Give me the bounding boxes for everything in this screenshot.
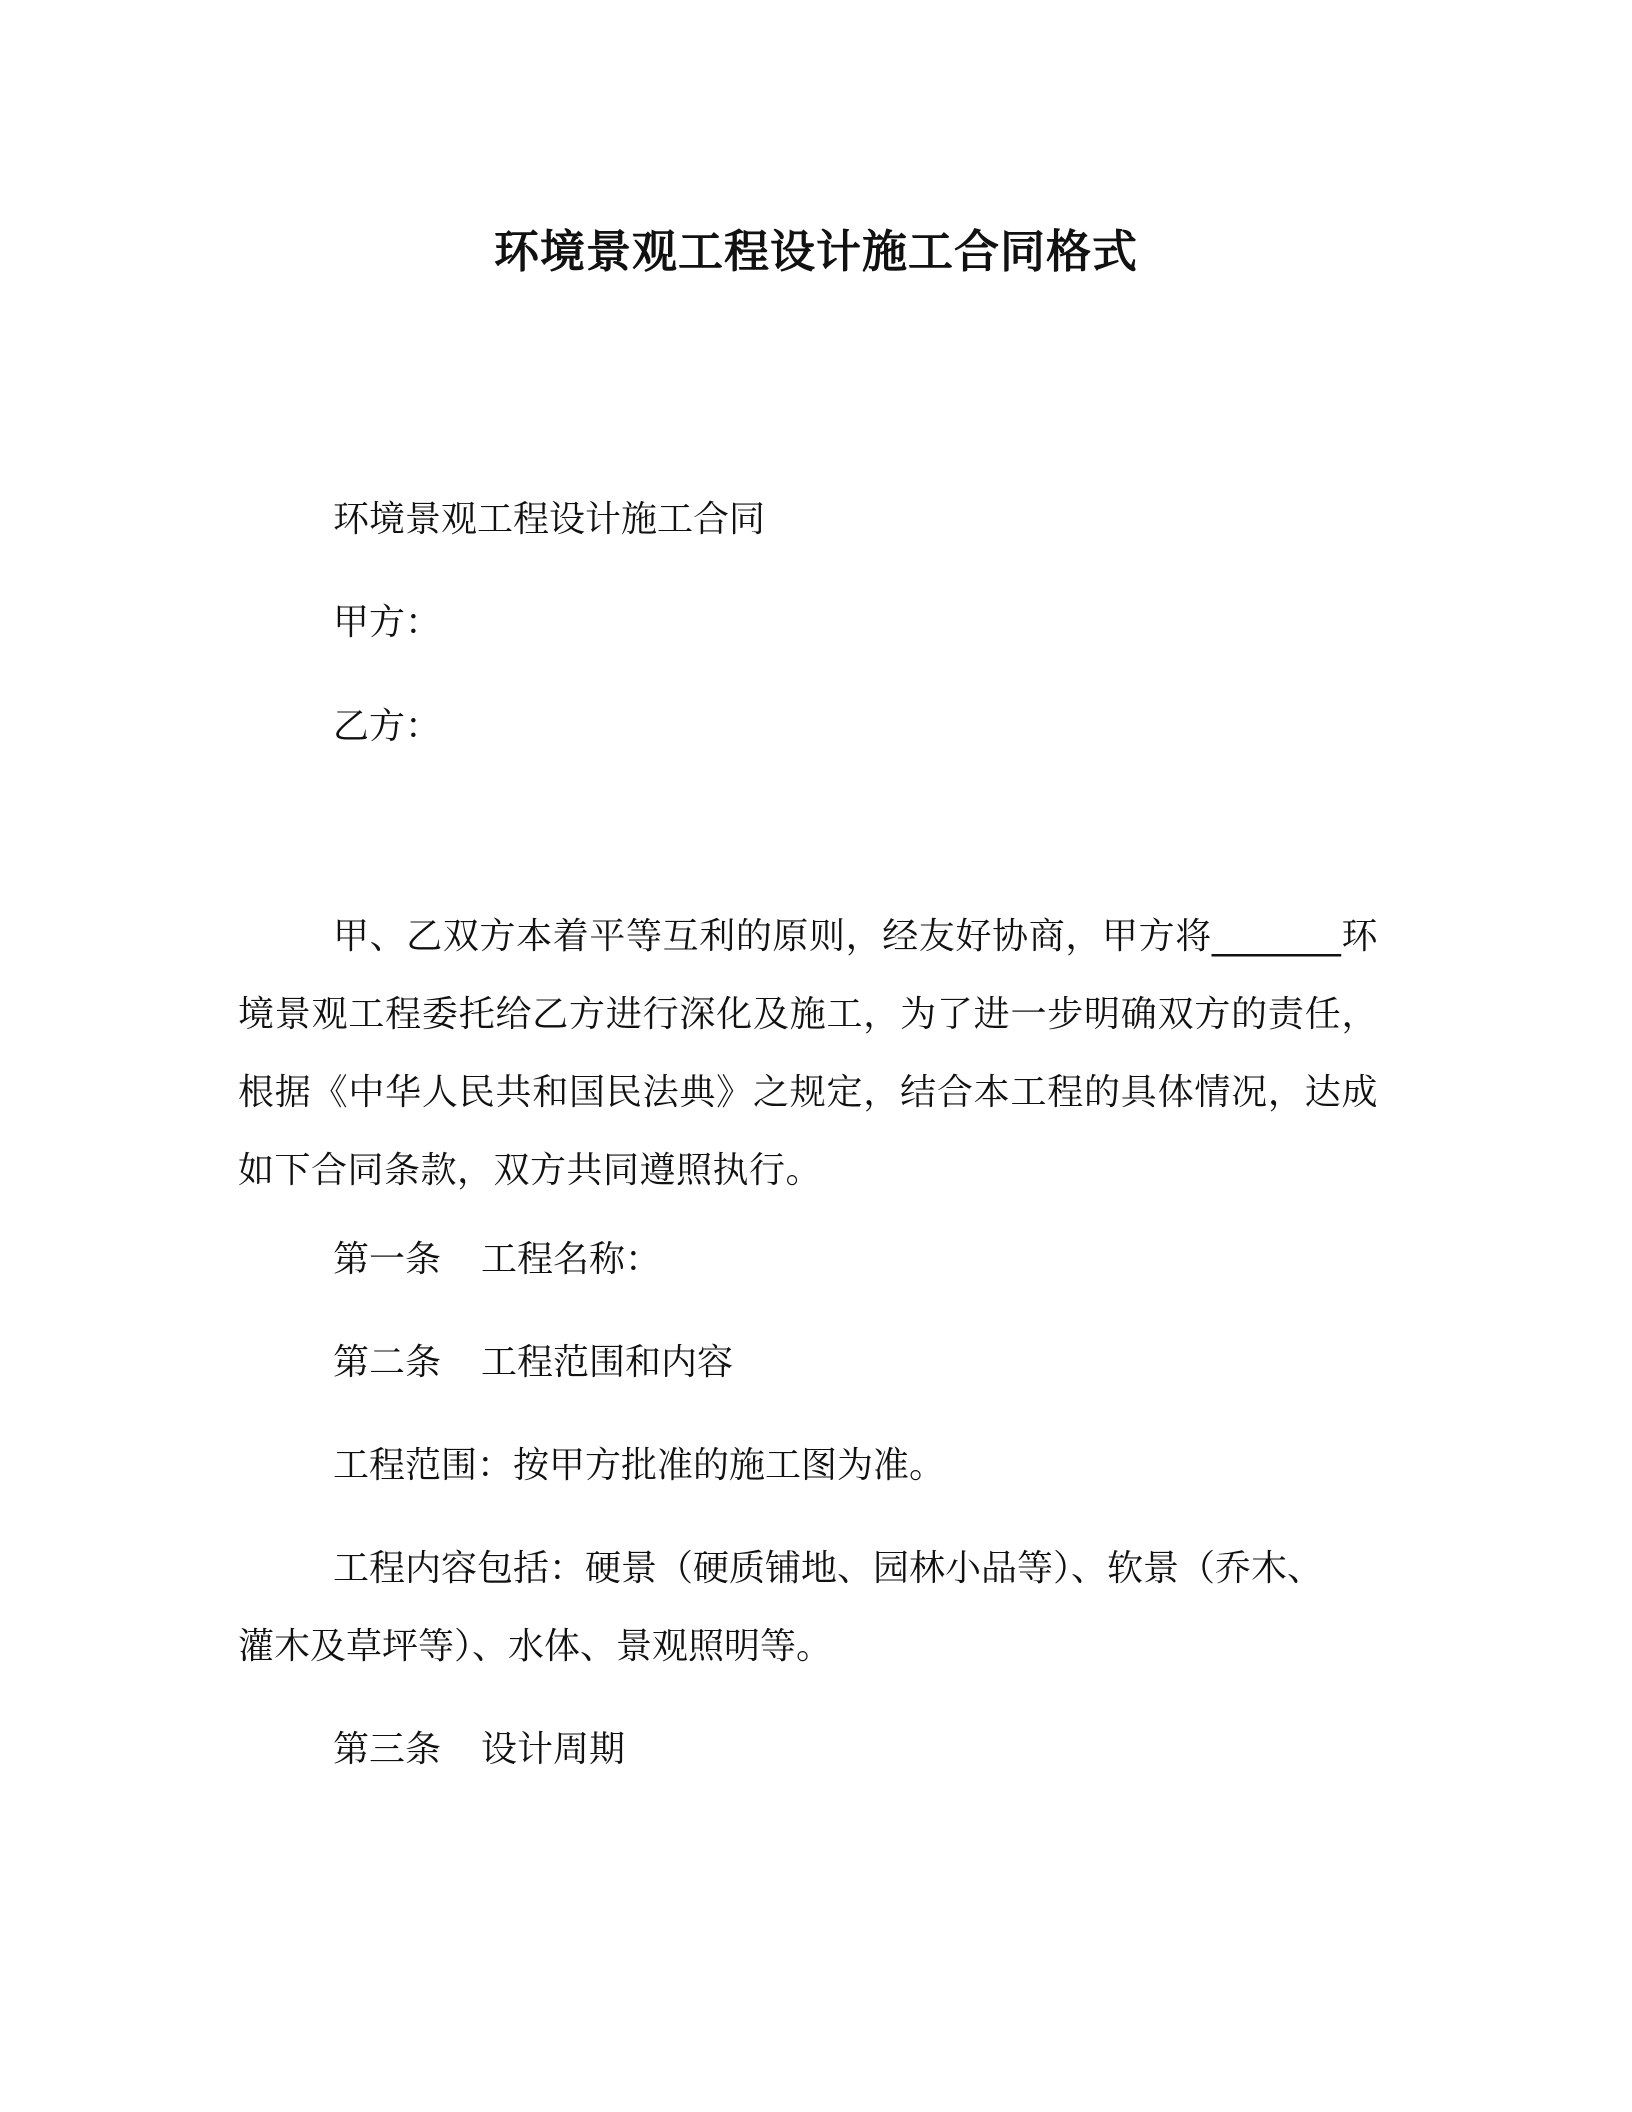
article-3-number: 第三条: [333, 1729, 442, 1770]
contract-name: 环境景观工程设计施工合同: [333, 499, 766, 540]
scope-line: 工程范围：按甲方批准的施工图为准。: [333, 1445, 946, 1486]
article-3: [333, 1726, 625, 1774]
article-2-number: 第二条: [333, 1342, 442, 1383]
article-1-number: 第一条: [333, 1239, 442, 1280]
intro-paragraph: 甲、乙双方本着平等互利的原则，经友好协商，甲方将_______环境景观工程委托给乙方进行深化及施工，为了进一步明确双方的责任，根据《中华人民共和国民法典》之规定，结合本工程的具体情况，达成如下合同条款，双方共同遵照执行。: [238, 916, 1378, 1191]
article-1-heading: 工程名称：: [481, 1239, 662, 1280]
article-1: [333, 1236, 661, 1284]
party-b-label: 乙方：: [333, 706, 442, 747]
content-line-2: 灌木及草坪等）、水体、景观照明等。: [238, 1626, 833, 1667]
article-2: [333, 1339, 733, 1387]
article-2-heading: 工程范围和内容: [481, 1342, 734, 1383]
article-3-heading: 设计周期: [481, 1729, 626, 1770]
content-line-1: 工程内容包括：硬景（硬质铺地、园林小品等）、软景（乔木、: [333, 1548, 1324, 1589]
party-a-label: 甲方：: [333, 602, 442, 643]
document-title: 环境景观工程设计施工合同格式: [493, 225, 1138, 278]
